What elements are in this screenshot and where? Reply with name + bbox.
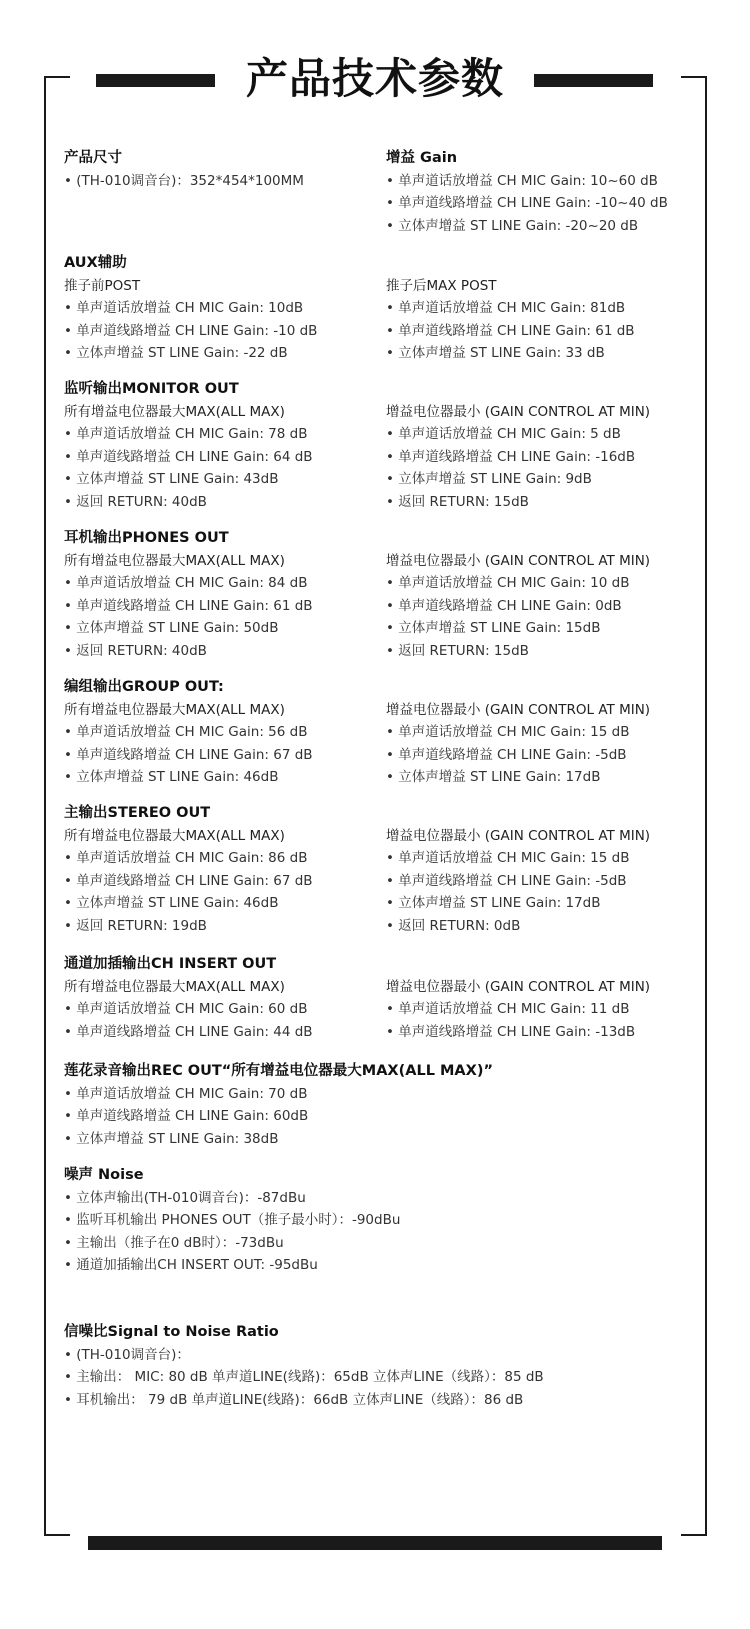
group-left-subheading: 所有增益电位器最大MAX(ALL MAX) (64, 701, 285, 718)
bottom-bar (88, 1536, 662, 1550)
insert-right-subheading: 增益电位器最小 (GAIN CONTROL AT MIN) (386, 978, 651, 995)
frame-right-border (705, 76, 707, 1536)
group-right-item: • 单声道话放增益 CH MIC Gain: 15 dB (386, 721, 650, 744)
aux-left-subheading: 推子前POST (64, 277, 141, 294)
phones-right-item: • 单声道线路增益 CH LINE Gain: 0dB (386, 595, 650, 618)
group-heading: 编组输出GROUP OUT: (64, 679, 224, 695)
stereo-right-item: • 单声道话放增益 CH MIC Gain: 15 dB (386, 847, 650, 870)
insert-left-item: • 单声道线路增益 CH LINE Gain: 44 dB (64, 1021, 313, 1044)
phones-heading: 耳机输出PHONES OUT (64, 530, 229, 546)
monitor-right-item: • 返回 RETURN: 15dB (386, 491, 650, 514)
frame-top-right-corner (681, 76, 707, 78)
stereo-heading: 主输出STEREO OUT (64, 805, 211, 821)
phones-right-item: • 立体声增益 ST LINE Gain: 15dB (386, 617, 650, 640)
stereo-left-item: • 单声道线路增益 CH LINE Gain: 67 dB (64, 870, 313, 893)
rec-item: • 单声道线路增益 CH LINE Gain: 60dB (64, 1105, 493, 1128)
frame-bottom-left-corner (44, 1534, 70, 1536)
stereo-right-item: • 单声道线路增益 CH LINE Gain: -5dB (386, 870, 650, 893)
gain-heading: 增益 Gain (386, 150, 458, 166)
frame-bottom-right-corner (681, 1534, 707, 1536)
monitor-left-item: • 单声道线路增益 CH LINE Gain: 64 dB (64, 446, 313, 469)
stereo-section-right (386, 825, 650, 938)
gain-item: • 单声道线路增益 CH LINE Gain: -10~40 dB (386, 192, 668, 215)
monitor-left-subheading: 所有增益电位器最大MAX(ALL MAX) (64, 403, 285, 420)
snr-heading: 信噪比Signal to Noise Ratio (64, 1324, 279, 1340)
phones-left-item: • 单声道线路增益 CH LINE Gain: 61 dB (64, 595, 313, 618)
aux-right-item: • 单声道话放增益 CH MIC Gain: 81dB (386, 297, 635, 320)
aux-right-subheading: 推子后MAX POST (386, 277, 497, 294)
snr-section (64, 1321, 544, 1411)
monitor-heading: 监听输出MONITOR OUT (64, 381, 239, 397)
phones-left-item: • 单声道话放增益 CH MIC Gain: 84 dB (64, 572, 313, 595)
monitor-right-item: • 立体声增益 ST LINE Gain: 9dB (386, 468, 650, 491)
page-title: 产品技术参数 (245, 54, 504, 103)
aux-left-item: • 单声道话放增益 CH MIC Gain: 10dB (64, 297, 317, 320)
rec-section (64, 1060, 493, 1150)
group-right-subheading: 增益电位器最小 (GAIN CONTROL AT MIN) (386, 701, 651, 718)
group-left-item: • 立体声增益 ST LINE Gain: 46dB (64, 766, 313, 789)
phones-right-item: • 返回 RETURN: 15dB (386, 640, 650, 663)
insert-left-subheading: 所有增益电位器最大MAX(ALL MAX) (64, 978, 285, 995)
aux-right-item: • 单声道线路增益 CH LINE Gain: 61 dB (386, 320, 635, 343)
stereo-left-item: • 单声道话放增益 CH MIC Gain: 86 dB (64, 847, 313, 870)
snr-item: • (TH-010调音台)： (64, 1344, 544, 1367)
group-section-right (386, 699, 650, 789)
noise-section (64, 1164, 400, 1277)
stereo-left-subheading: 所有增益电位器最大MAX(ALL MAX) (64, 827, 285, 844)
phones-right-subheading: 增益电位器最小 (GAIN CONTROL AT MIN) (386, 552, 651, 569)
size-section (64, 147, 304, 192)
insert-section-right (386, 976, 650, 1044)
aux-heading: AUX辅助 (64, 255, 127, 271)
snr-item: • 主输出： MIC: 80 dB 单声道LINE(线路)：65dB 立体声LINE（线路）：85 dB (64, 1366, 544, 1389)
insert-left-item: • 单声道话放增益 CH MIC Gain: 60 dB (64, 998, 313, 1021)
monitor-right-item: • 单声道线路增益 CH LINE Gain: -16dB (386, 446, 650, 469)
aux-right-item: • 立体声增益 ST LINE Gain: 33 dB (386, 342, 635, 365)
group-right-item: • 立体声增益 ST LINE Gain: 17dB (386, 766, 650, 789)
phones-right-item: • 单声道话放增益 CH MIC Gain: 10 dB (386, 572, 650, 595)
noise-item: • 通道加插输出CH INSERT OUT: -95dBu (64, 1254, 400, 1277)
noise-item: • 监听耳机输出 PHONES OUT（推子最小时）：-90dBu (64, 1209, 400, 1232)
insert-right-item: • 单声道线路增益 CH LINE Gain: -13dB (386, 1021, 650, 1044)
phones-section-right (386, 550, 650, 663)
stereo-section-left (64, 802, 313, 937)
aux-left-item: • 立体声增益 ST LINE Gain: -22 dB (64, 342, 317, 365)
frame-left-border (44, 76, 46, 1536)
gain-item: • 单声道话放增益 CH MIC Gain: 10~60 dB (386, 170, 668, 193)
title-bar-right (534, 74, 653, 87)
title-bar-left (96, 74, 215, 87)
group-left-item: • 单声道话放增益 CH MIC Gain: 56 dB (64, 721, 313, 744)
monitor-right-subheading: 增益电位器最小 (GAIN CONTROL AT MIN) (386, 403, 651, 420)
monitor-left-item: • 单声道话放增益 CH MIC Gain: 78 dB (64, 423, 313, 446)
frame-top-left-corner (44, 76, 70, 78)
gain-section (386, 147, 668, 237)
size-heading: 产品尺寸 (64, 150, 122, 166)
rec-heading: 莲花录音输出REC OUT“所有增益电位器最大MAX(ALL MAX)” (64, 1063, 493, 1079)
rec-item: • 立体声增益 ST LINE Gain: 38dB (64, 1128, 493, 1151)
aux-section-right (386, 275, 635, 365)
phones-left-item: • 返回 RETURN: 40dB (64, 640, 313, 663)
group-right-item: • 单声道线路增益 CH LINE Gain: -5dB (386, 744, 650, 767)
noise-item: • 立体声输出(TH-010调音台)：-87dBu (64, 1187, 400, 1210)
monitor-right-item: • 单声道话放增益 CH MIC Gain: 5 dB (386, 423, 650, 446)
stereo-right-subheading: 增益电位器最小 (GAIN CONTROL AT MIN) (386, 827, 651, 844)
monitor-left-item: • 返回 RETURN: 40dB (64, 491, 313, 514)
monitor-section-left (64, 378, 313, 513)
insert-right-item: • 单声道话放增益 CH MIC Gain: 11 dB (386, 998, 650, 1021)
phones-left-item: • 立体声增益 ST LINE Gain: 50dB (64, 617, 313, 640)
snr-item: • 耳机输出： 79 dB 单声道LINE(线路)：66dB 立体声LINE（线路）：86 dB (64, 1389, 544, 1412)
group-left-item: • 单声道线路增益 CH LINE Gain: 67 dB (64, 744, 313, 767)
insert-section-left (64, 953, 313, 1043)
stereo-left-item: • 返回 RETURN: 19dB (64, 915, 313, 938)
stereo-left-item: • 立体声增益 ST LINE Gain: 46dB (64, 892, 313, 915)
noise-heading: 噪声 Noise (64, 1167, 144, 1183)
stereo-right-item: • 立体声增益 ST LINE Gain: 17dB (386, 892, 650, 915)
phones-left-subheading: 所有增益电位器最大MAX(ALL MAX) (64, 552, 285, 569)
insert-heading: 通道加插输出CH INSERT OUT (64, 956, 277, 972)
gain-item: • 立体声增益 ST LINE Gain: -20~20 dB (386, 215, 668, 238)
group-section-left (64, 676, 313, 789)
monitor-left-item: • 立体声增益 ST LINE Gain: 43dB (64, 468, 313, 491)
monitor-section-right (386, 401, 650, 514)
rec-item: • 单声道话放增益 CH MIC Gain: 70 dB (64, 1083, 493, 1106)
stereo-right-item: • 返回 RETURN: 0dB (386, 915, 650, 938)
noise-item: • 主输出（推子在0 dB时）：-73dBu (64, 1232, 400, 1255)
aux-left-item: • 单声道线路增益 CH LINE Gain: -10 dB (64, 320, 317, 343)
phones-section-left (64, 527, 313, 662)
aux-section-left (64, 252, 317, 365)
size-item: • (TH-010调音台)：352*454*100MM (64, 170, 304, 193)
